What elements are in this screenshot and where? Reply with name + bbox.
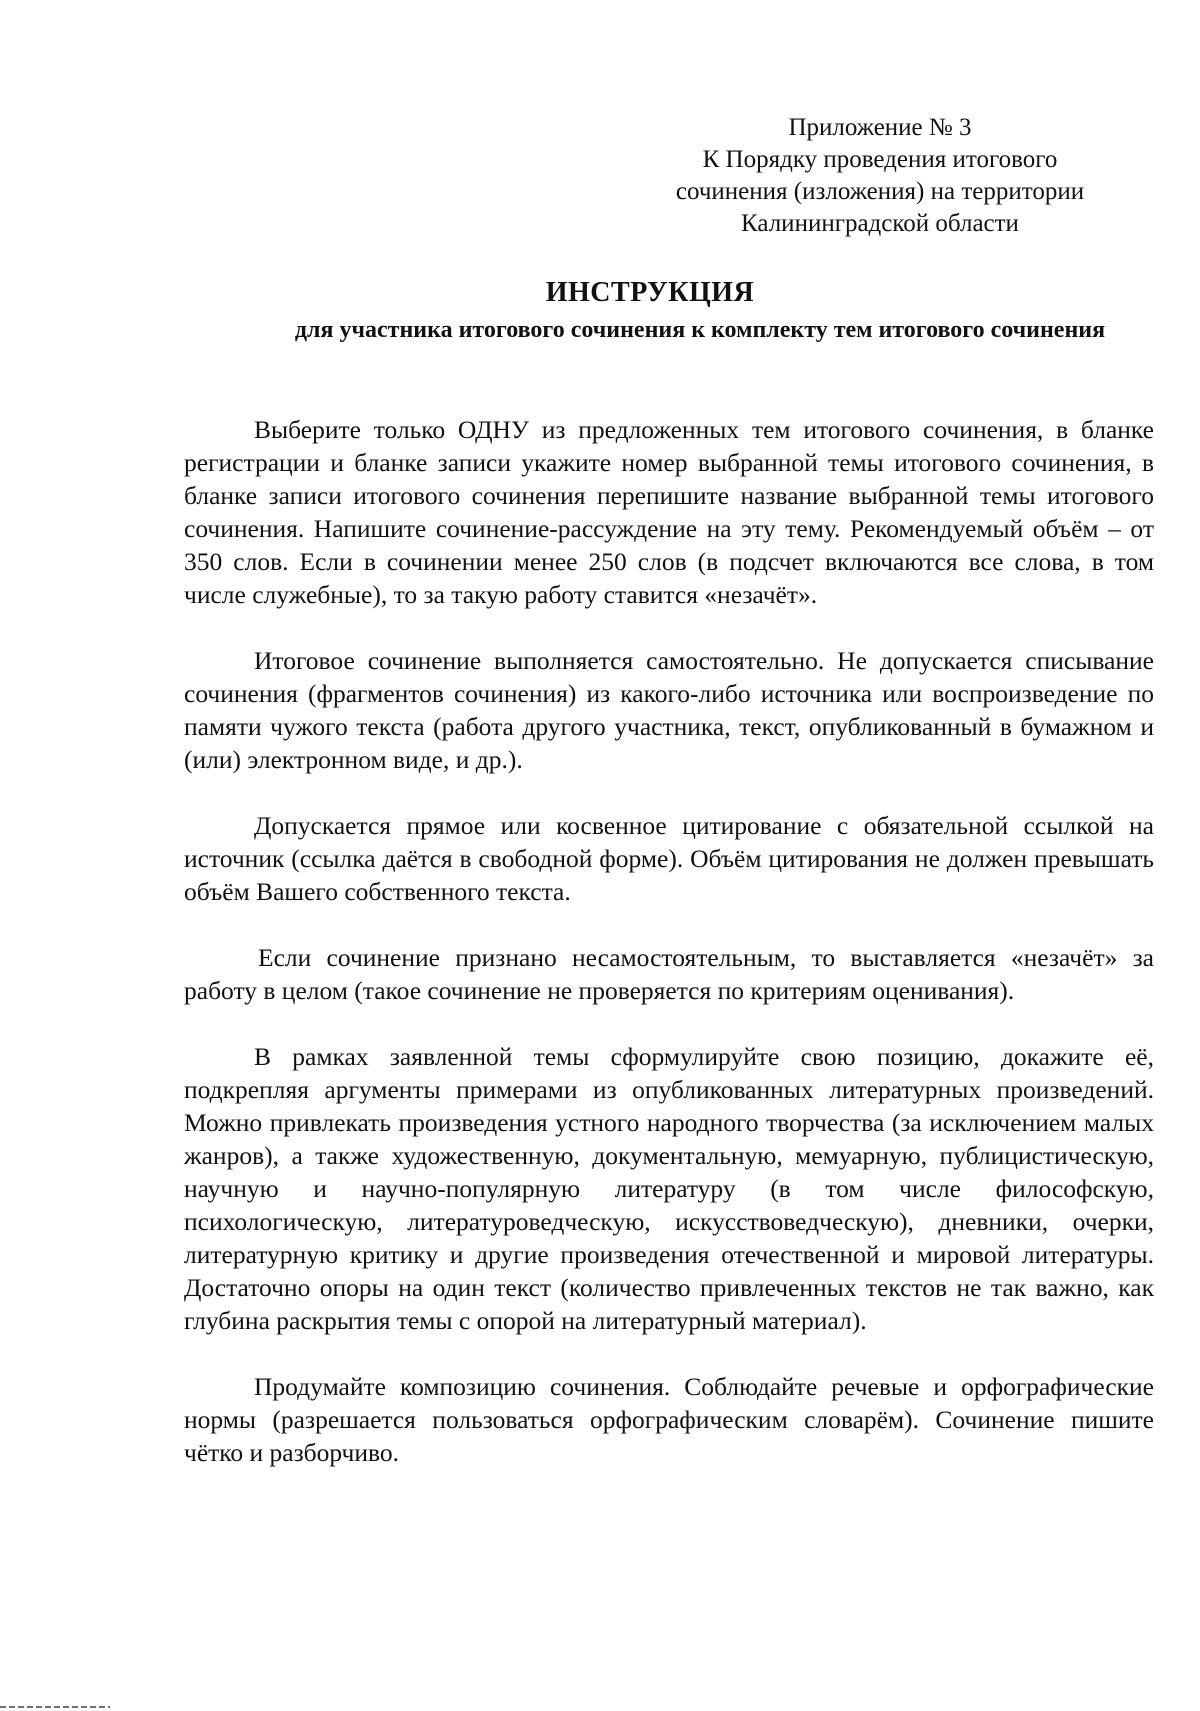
paragraph-composition: Продумайте композицию сочинения. Соблюдайте речевые и орфографические нормы (разрешается пользоваться орфографическим словарём). Сочинение пишите чётко и разборчиво. [184,1372,1154,1467]
scan-edge-mark [0,1706,110,1708]
appendix-line-order: К Порядку проведения итогового [702,146,1058,173]
paragraph-citation: Допускается прямое или косвенное цитирование с обязательной ссылкой на источник (ссылка даётся в свободной форме). Объём цитирования не должен превышать объём Вашего собственного текста. [184,811,1154,906]
paragraph-position: В рамках заявленной темы сформулируйте свою позицию, докажите её, подкрепляя аргументы примерами из опубликованных литературных произведений. Можно привлекать произведения устного народного творчества (за исключением малых жанров), а также художественную, документальную, мемуарную, публицистическую, научную и научно-популярную литературу (в том числе философскую, психологическую, литературоведческую, искусствоведческую), дневники, очерки, литературную критику и другие произведения отечественной и мировой литературы. Достаточно опоры на один текст (количество привлеченных текстов не так важно, как глубина раскрытия темы с опорой на литературный материал). [184,1042,1154,1335]
document-subtitle: для участника итогового сочинения к комплекту тем итогового сочинения [294,317,1106,343]
paragraph-not-independent: Если сочинение признано несамостоятельным, то выставляется «незачёт» за работу в целом (такое сочинение не проверяется по критериям оценивания). [184,943,1154,1005]
document-title: ИНСТРУКЦИЯ [545,277,755,308]
instruction-body [184,413,1154,1502]
appendix-header [640,112,1120,240]
appendix-line-region: Калининградской области [741,210,1019,237]
appendix-line-essay: сочинения (изложения) на территории [675,178,1085,205]
appendix-line-number: Приложение № 3 [788,114,972,141]
paragraph-independence: Итоговое сочинение выполняется самостоятельно. Не допускается списывание сочинения (фрагментов сочинения) из какого-либо источника или воспроизведение по памяти чужого текста (работа другого участника, текст, опубликованный в бумажном и (или) электронном виде, и др.). [184,646,1154,774]
paragraph-topic-choice: Выберите только ОДНУ из предложенных тем итогового сочинения, в бланке регистрации и бланке записи укажите номер выбранной темы итогового сочинения, в бланке записи итогового сочинения перепишите название выбранной темы итогового сочинения. Напишите сочинение-рассуждение на эту тему. Рекомендуемый объём – от 350 слов. Если в сочинении менее 250 слов (в подсчет включаются все слова, в том числе служебные), то за такую работу ставится «незачёт». [184,415,1154,609]
